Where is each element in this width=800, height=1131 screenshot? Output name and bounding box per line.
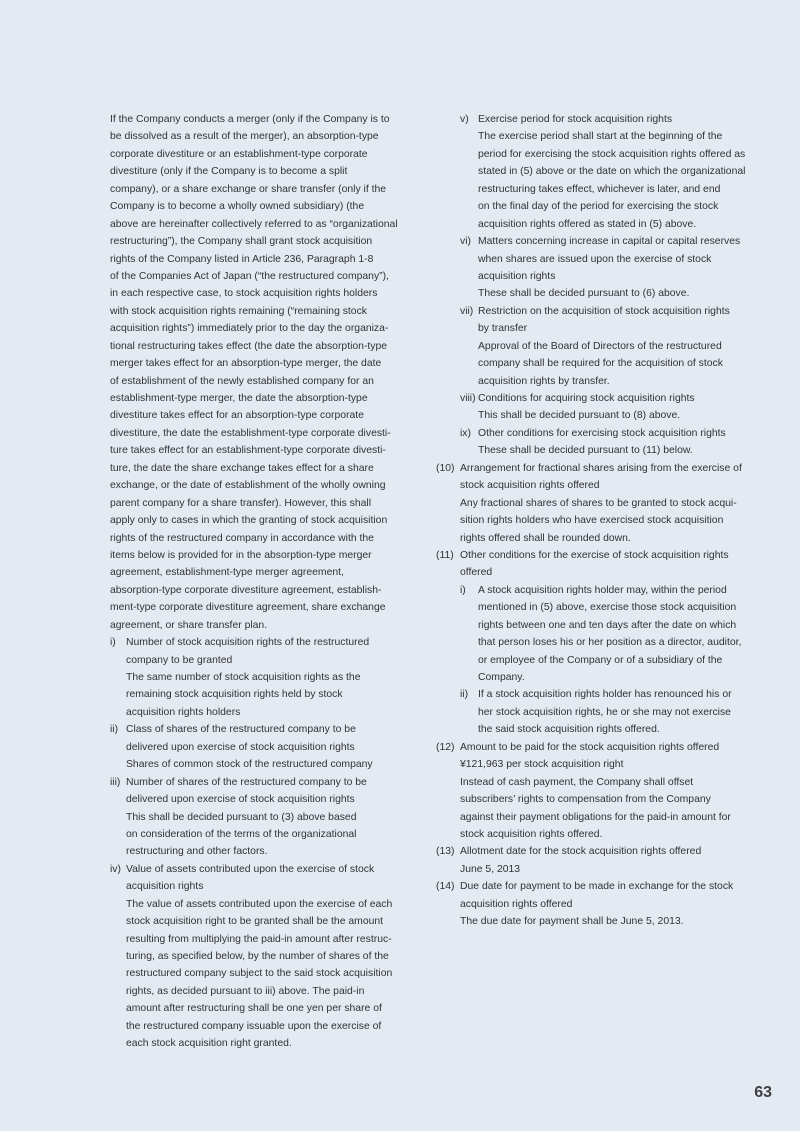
- item-line: acquisition rights by transfer.: [478, 375, 610, 387]
- item-line: restructuring takes effect, whichever is later, and end: [478, 183, 721, 195]
- item-marker: vi): [460, 236, 471, 248]
- item-line: mentioned in (5) above, exercise those stock acquisition: [478, 602, 737, 614]
- left-column: [110, 111, 402, 1053]
- item-line: i) A stock acquisition rights holder may, within the period: [436, 582, 752, 599]
- section-10: [436, 460, 752, 547]
- intro-line: divestiture, the date the establishment-type corporate divesti-: [110, 427, 391, 439]
- item-line: when shares are issued upon the exercise of stock: [478, 253, 712, 265]
- intro-line: exchange, or the date of establishment of the wholly owning: [110, 480, 386, 492]
- intro-line: in each respective case, to stock acquisition rights holders: [110, 288, 378, 300]
- intro-line: be dissolved as a result of the merger), an absorption-type: [110, 131, 379, 143]
- item-marker: v): [460, 114, 469, 125]
- item-line: (12) Amount to be paid for the stock acquisition rights offered: [436, 739, 752, 756]
- intro-line: establishment-type merger, the date the absorption-type: [110, 393, 368, 404]
- item-line: stock acquisition rights offered.: [460, 828, 603, 840]
- item-marker: (13): [436, 846, 455, 858]
- item-line: (14) Due date for payment to be made in exchange for the stock: [436, 878, 752, 895]
- item-line: on the final day of the period for exercising the stock: [478, 201, 719, 213]
- item-line: acquisition rights offered as stated in (5) above.: [478, 218, 697, 230]
- item-line: This shall be decided pursuant to (3) above based: [126, 811, 357, 823]
- intro-line: agreement, establishment-type merger agreement,: [110, 567, 344, 579]
- item-line: ¥121,963 per stock acquisition right: [460, 759, 624, 771]
- item-line: Company.: [478, 672, 525, 683]
- item-line: the said stock acquisition rights offered.: [478, 724, 660, 736]
- item-line: (13) Allotment date for the stock acquisition rights offered: [436, 843, 752, 860]
- sub-list-item: [436, 303, 752, 390]
- item-line: against their payment obligations for the paid-in amount for: [460, 811, 731, 823]
- item-marker: ix): [460, 427, 471, 439]
- intro-line: If the Company conducts a merger (only if the Company is to: [110, 114, 390, 125]
- intro-line: apply only to cases in which the granting of stock acquisition: [110, 515, 388, 527]
- sub-list-item: [436, 111, 752, 233]
- intro-line: above are hereinafter collectively referred to as “organizational: [110, 218, 398, 230]
- intro-line: rights of the restructured company in accordance with the: [110, 532, 374, 544]
- item-line: The due date for payment shall be June 5, 2013.: [460, 916, 684, 928]
- intro-line: divestiture (only if the Company is to become a split: [110, 166, 348, 178]
- item-line: (11) Other conditions for the exercise of stock acquisition rights: [436, 547, 752, 564]
- section-11-sub-item: [436, 582, 752, 687]
- item-marker: i): [110, 637, 116, 649]
- intro-line: parent company for a share transfer). However, this shall: [110, 497, 372, 509]
- item-line: or employee of the Company or of a subsidiary of the: [478, 654, 723, 666]
- item-line: rights between one and ten days after the date on which: [478, 619, 737, 631]
- intro-line: ture, the date the share exchange takes effect for a share: [110, 462, 374, 474]
- left-list-item: [110, 861, 402, 1053]
- item-line: restructured company subject to the said stock acquisition: [126, 968, 393, 980]
- section-11: [436, 547, 752, 582]
- item-line: acquisition rights: [126, 881, 204, 893]
- intro-line: of establishment of the newly established company for an: [110, 375, 374, 387]
- item-line: The same number of stock acquisition rights as the: [126, 672, 361, 683]
- item-line: These shall be decided pursuant to (11) below.: [478, 445, 693, 457]
- item-line: company shall be required for the acquisition of stock: [478, 358, 723, 370]
- item-line: Any fractional shares of shares to be granted to stock acqui-: [460, 497, 737, 509]
- item-line: delivered upon exercise of stock acquisition rights: [126, 794, 355, 806]
- intro-line: agreement, or share transfer plan.: [110, 619, 268, 631]
- item-marker: i): [460, 584, 466, 596]
- intro-line: absorption-type corporate divestiture agreement, establish-: [110, 584, 382, 596]
- sub-list-item: [436, 233, 752, 303]
- intro-line: of the Companies Act of Japan (“the restructured company”),: [110, 270, 389, 282]
- sub-list-item: [436, 390, 752, 425]
- left-list-item: [110, 774, 402, 861]
- intro-line: Company is to become a wholly owned subsidiary) (the: [110, 201, 365, 213]
- item-marker: iv): [110, 863, 121, 875]
- item-line: v) Exercise period for stock acquisition rights: [436, 111, 752, 128]
- item-line: the restructured company issuable upon the exercise of: [126, 1020, 382, 1032]
- item-line: ii) If a stock acquisition rights holder has renounced his or: [436, 686, 752, 703]
- item-line: iv) Value of assets contributed upon the exercise of stock: [110, 861, 402, 878]
- item-line: delivered upon exercise of stock acquisition rights: [126, 741, 355, 753]
- intro-line: corporate divestiture or an establishment-type corporate: [110, 148, 368, 160]
- item-line: acquisition rights offered: [460, 898, 573, 910]
- intro-line: tional restructuring takes effect (the date the absorption-type: [110, 340, 388, 352]
- intro-line: divestiture takes effect for an absorption-type corporate: [110, 410, 364, 422]
- left-list-item: [110, 634, 402, 721]
- left-list-item: [110, 721, 402, 773]
- item-line: company to be granted: [126, 654, 233, 666]
- item-marker: (11): [436, 549, 454, 561]
- item-line: ix) Other conditions for exercising stock acquisition rights: [436, 425, 752, 442]
- intro-line: with stock acquisition rights remaining (“remaining stock: [110, 305, 367, 317]
- right-column: [436, 111, 752, 931]
- item-marker: viii): [460, 393, 476, 404]
- intro-line: ment-type corporate divestiture agreement, share exchange: [110, 602, 386, 614]
- item-marker: (14): [436, 881, 455, 893]
- item-line: stock acquisition rights offered: [460, 480, 600, 492]
- intro-line: merger takes effect for an absorption-type merger, the date: [110, 358, 382, 370]
- item-line: period for exercising the stock acquisition rights offered as: [478, 148, 746, 160]
- item-line: i) Number of stock acquisition rights of the restructured: [110, 634, 402, 651]
- item-line: The value of assets contributed upon the exercise of each: [126, 898, 393, 910]
- item-line: offered: [460, 567, 493, 579]
- intro-line: rights of the Company listed in Article 236, Paragraph 1-8: [110, 253, 374, 265]
- item-line: rights offered shall be rounded down.: [460, 532, 631, 544]
- numbered-section: [436, 739, 752, 844]
- item-line: that person loses his or her position as a director, auditor,: [478, 637, 742, 649]
- item-line: on consideration of the terms of the organizational: [126, 828, 357, 840]
- item-line: restructuring and other factors.: [126, 846, 268, 858]
- item-line: remaining stock acquisition rights held by stock: [126, 689, 343, 701]
- item-marker: (10): [436, 462, 455, 474]
- sub-list-item: [436, 425, 752, 460]
- item-line: Approval of the Board of Directors of the restructured: [478, 340, 722, 352]
- item-line: (10) Arrangement for fractional shares arising from the exercise of: [436, 460, 752, 477]
- numbered-section: [436, 843, 752, 878]
- item-line: amount after restructuring shall be one yen per share of: [126, 1003, 382, 1015]
- intro-line: ture takes effect for an establishment-type corporate divesti-: [110, 445, 386, 457]
- item-line: Shares of common stock of the restructured company: [126, 759, 373, 771]
- item-line: turing, as specified below, by the number of shares of the: [126, 951, 389, 962]
- item-marker: ii): [110, 724, 119, 736]
- item-line: viii) Conditions for acquiring stock acquisition rights: [436, 390, 752, 407]
- item-marker: iii): [110, 776, 121, 788]
- item-line: June 5, 2013: [460, 863, 521, 875]
- item-line: The exercise period shall start at the beginning of the: [478, 131, 723, 143]
- item-line: Instead of cash payment, the Company shall offset: [460, 776, 694, 788]
- item-line: subscribers’ rights to compensation from the Company: [460, 794, 711, 806]
- item-marker: (12): [436, 741, 455, 753]
- item-marker: vii): [460, 305, 474, 317]
- item-line: stock acquisition right to be granted shall be the amount: [126, 916, 384, 928]
- item-line: resulting from multiplying the paid-in amount after restruc-: [126, 933, 392, 945]
- item-line: vii) Restriction on the acquisition of stock acquisition rights: [436, 303, 752, 320]
- item-line: rights, as decided pursuant to iii) above. The paid-in: [126, 985, 365, 997]
- page-number: 63: [754, 1084, 772, 1101]
- item-line: These shall be decided pursuant to (6) above.: [478, 288, 690, 300]
- item-line: ii) Class of shares of the restructured company to be: [110, 721, 402, 738]
- item-line: stated in (5) above or the date on which the organizational: [478, 166, 746, 178]
- item-line: each stock acquisition right granted.: [126, 1038, 292, 1050]
- intro-line: acquisition rights”) immediately prior to the day the organiza-: [110, 323, 389, 335]
- item-line: acquisition rights holders: [126, 706, 241, 718]
- item-line: by transfer: [478, 323, 528, 335]
- intro-line: company), or a share exchange or share transfer (only if the: [110, 183, 387, 195]
- item-marker: ii): [460, 689, 469, 701]
- intro-line: items below is provided for in the absorption-type merger: [110, 549, 372, 561]
- numbered-section: [436, 878, 752, 930]
- item-line: acquisition rights: [478, 270, 556, 282]
- section-11-sub-item: [436, 686, 752, 738]
- item-line: iii) Number of shares of the restructured company to be: [110, 774, 402, 791]
- intro-line: restructuring”), the Company shall grant stock acquisition: [110, 236, 373, 248]
- item-line: vi) Matters concerning increase in capital or capital reserves: [436, 233, 752, 250]
- item-line: This shall be decided pursuant to (8) above.: [478, 410, 681, 422]
- item-line: sition rights holders who have exercised stock acquisition: [460, 515, 724, 527]
- item-line: her stock acquisition rights, he or she may not exercise: [478, 706, 731, 718]
